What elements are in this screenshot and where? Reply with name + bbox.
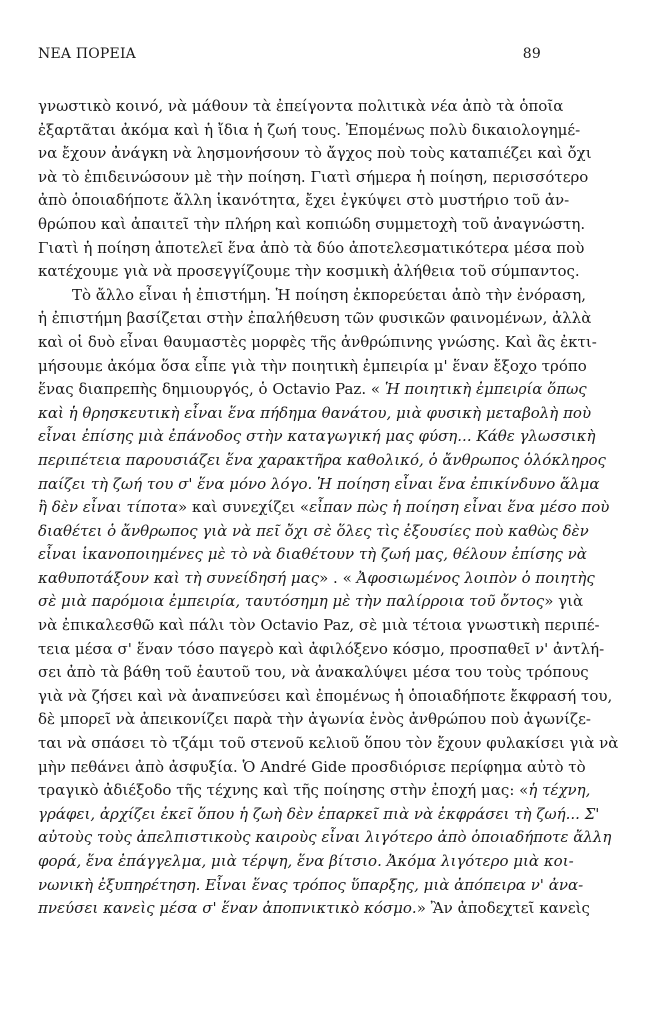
- quoted-text: διαθέτει ὁ ἄνθρωπος γιὰ νὰ πεῖ ὄχι σὲ ὅλες τὶς ἐξουσίες ποὺ καθὼς δὲν: [38, 521, 589, 540]
- text-line: [38, 803, 600, 827]
- quoted-text: εἶναι ἱκανοποιημένες μὲ τὸ νὰ διαθέτουν τὴ ζωή μας, θέλουν ἐπίσης νὰ: [38, 545, 587, 564]
- quoted-text: καθυποτάξουν καὶ τὴ συνείδησή μας: [38, 568, 320, 587]
- text-line: [38, 850, 574, 874]
- text-line: [38, 237, 585, 261]
- text-line: [38, 189, 570, 213]
- text-line: [38, 638, 605, 662]
- text-line: [38, 95, 564, 119]
- text-run: » Ἂν ἀποδεχτεῖ κανεὶς: [416, 899, 590, 918]
- quoted-text: καὶ ἡ θρησκευτικὴ εἶναι ἕνα πήδημα θανάτου, μιὰ φυσικὴ μεταβολὴ ποὺ: [38, 403, 592, 422]
- text-line: [38, 708, 591, 732]
- quoted-text: αὐτοὺς τοὺς ἀπελπιστικοὺς καιροὺς εἶναι λιγότερο ἀπὸ ὁποιαδήποτε ἄλλη: [38, 828, 612, 847]
- text-line: [38, 331, 597, 355]
- text-run: ἀπὸ ὁποιαδήποτε ἄλλη ἱκανότητα, ἔχει ἐγκύψει στὸ μυστήριο τοῦ ἀν-: [38, 191, 570, 210]
- text-line: [38, 260, 580, 284]
- text-line: [38, 779, 591, 803]
- text-line: [38, 213, 586, 237]
- quoted-text: παίζει τὴ ζωή του σ' ἕνα μόνο λόγο. Ἡ ποίηση εἶναι ἕνα ἐπικίνδυνο ἅλμα: [38, 474, 600, 493]
- text-line: [38, 614, 600, 638]
- text-line: [38, 425, 596, 449]
- text-run: μὴν πεθάνει ἀπὸ ἀσφυξία. Ὁ André Gide προσδιόρισε περίφημα αὐτὸ τὸ: [38, 757, 586, 776]
- text-line: [38, 732, 619, 756]
- quoted-text: περιπέτεια παρουσιάζει ἕνα χαρακτῆρα καθολικό, ὁ ἄνθρωπος ὁλόκληρος: [38, 450, 606, 469]
- text-run: » γιὰ: [544, 592, 584, 611]
- text-run: δὲ μπορεῖ νὰ ἀπεικονίζει παρὰ τὴν ἀγωνία ἑνὸς ἀνθρώπου ποὺ ἀγωνίζε-: [38, 710, 591, 729]
- text-line: [38, 520, 589, 544]
- text-line: [38, 473, 600, 497]
- text-line: [38, 897, 590, 921]
- quoted-text: πνεύσει κανεὶς μέσα σ' ἕναν ἀποπνικτικὸ κόσμο.: [38, 899, 417, 918]
- text-run: καὶ οἱ δυὸ εἶναι θαυμαστὲς μορφὲς τῆς ἀνθρώπινης γνώσης. Καὶ ἂς ἐκτι-: [38, 332, 597, 351]
- text-line: [38, 496, 610, 520]
- quoted-text: Ἡ ποιητικὴ ἐμπειρία ὅπως: [384, 380, 587, 399]
- text-run: τραγικὸ ἀδιέξοδο τῆς τέχνης καὶ τῆς ποίησης στὴν ἐποχή μας: «: [38, 781, 529, 800]
- text-run: γιὰ νὰ ζήσει καὶ νὰ ἀναπνεύσει καὶ ἐπομένως ἡ ὁποιαδήποτε ἔκφρασή του,: [38, 686, 613, 705]
- text-run: μήσουμε ἀκόμα ὅσα εἶπε γιὰ τὴν ποιητικὴ ἐμπειρία μ' ἕναν ἔξοχο τρόπο: [38, 356, 587, 375]
- text-line: [38, 567, 595, 591]
- text-run: να ἔχουν ἀνάγκη νὰ λησμονήσουν τὸ ἄγχος ποὺ τοὺς καταπιέζει καὶ ὄχι: [38, 144, 592, 163]
- text-run: ται νὰ σπάσει τὸ τζάμι τοῦ στενοῦ κελιοῦ ὅπου τὸν ἔχουν φυλακίσει γιὰ νὰ: [38, 734, 619, 753]
- quoted-text: εἶπαν πὼς ἡ ποίηση εἶναι ἕνα μέσο ποὺ: [309, 498, 610, 517]
- quoted-text: σὲ μιὰ παρόμοια ἐμπειρία, ταυτόσημη μὲ τὴν παλίρροια τοῦ ὄντος: [38, 592, 545, 611]
- quoted-text: ἢ δὲν εἶναι τίποτα: [38, 498, 179, 517]
- text-run: θρώπου καὶ ἀπαιτεῖ τὴν πλήρη καὶ κοπιώδη συμμετοχὴ τοῦ ἀναγνώστη.: [38, 214, 586, 233]
- text-run: νὰ ἐπικαλεσθῶ καὶ πάλι τὸν Octavio Paz, σὲ μιὰ τέτοια γνωστικὴ περιπέ-: [38, 616, 600, 635]
- text-line: [38, 543, 587, 567]
- text-line: [38, 826, 612, 850]
- text-run: Γιατὶ ἡ ποίηση ἀποτελεῖ ἕνα ἀπὸ τὰ δύο ἀποτελεσματικότερα μέσα ποὺ: [38, 238, 585, 257]
- body-text: [38, 95, 619, 921]
- text-line: [38, 378, 587, 402]
- text-line: [38, 661, 589, 685]
- text-line: [38, 166, 589, 190]
- text-line: [38, 590, 584, 614]
- text-run: σει ἀπὸ τὰ βάθη τοῦ ἑαυτοῦ του, νὰ ἀνακαλύψει μέσα του τοὺς τρόπους: [38, 663, 589, 682]
- text-run: Τὸ ἄλλο εἶναι ἡ ἐπιστήμη. Ἡ ποίηση ἐκπορεύεται ἀπὸ τὴν ἐνόραση,: [72, 285, 587, 304]
- text-run: ἕνας διαπρεπὴς δημιουργός, ὁ Octavio Paz. «: [38, 380, 385, 399]
- text-line: [38, 449, 606, 473]
- text-run: ἐξαρτᾶται ἀκόμα καὶ ἡ ἴδια ἡ ζωή τους. Ἐπομένως πολὺ δικαιολογημέ-: [38, 120, 581, 139]
- text-run: κατέχουμε γιὰ νὰ προσεγγίζουμε τὴν κοσμικὴ ἀλήθεια τοῦ σύμπαντος.: [38, 262, 580, 281]
- text-line: [38, 307, 592, 331]
- text-run: νὰ τὸ ἐπιδεινώσουν μὲ τὴν ποίηση. Γιατὶ σήμερα ἡ ποίηση, περισσότερο: [38, 167, 589, 186]
- quoted-text: νωνικὴ ἐξυπηρέτηση. Εἶναι ἕνας τρόπος ὕπαρξης, μιὰ ἀπόπειρα ν' ἀνα-: [38, 875, 584, 894]
- quoted-text: γράφει, ἀρχίζει ἐκεῖ ὅπου ἡ ζωὴ δὲν ἐπαρκεῖ πιὰ νὰ ἐκφράσει τὴ ζωή... Σ': [38, 804, 600, 823]
- page-header: [38, 46, 541, 62]
- text-line: [38, 874, 584, 898]
- text-line: [38, 355, 587, 379]
- text-line: [38, 142, 592, 166]
- text-line: [38, 756, 586, 780]
- running-title: ΝΕΑ ΠΟΡΕΙΑ: [38, 46, 136, 62]
- text-run: » καὶ συνεχίζει «: [178, 498, 310, 517]
- text-line: [38, 685, 613, 709]
- quoted-text: Ἀφοσιωμένος λοιπὸν ὁ ποιητὴς: [356, 568, 595, 587]
- text-run: ἡ ἐπιστήμη βασίζεται στὴν ἐπαλήθευση τῶν φυσικῶν φαινομένων, ἀλλὰ: [38, 309, 592, 328]
- text-line: [38, 284, 587, 308]
- text-run: τεια μέσα σ' ἕναν τόσο παγερὸ καὶ ἀφιλόξενο κόσμο, προσπαθεῖ ν' ἀντλή-: [38, 639, 605, 658]
- quoted-text: ἡ τέχνη,: [528, 781, 591, 800]
- text-line: [38, 402, 592, 426]
- text-line: [38, 119, 581, 143]
- text-run: γνωστικὸ κοινό, νὰ μάθουν τὰ ἐπείγοντα πολιτικὰ νέα ἀπὸ τὰ ὁποῖα: [38, 97, 564, 115]
- quoted-text: εἶναι ἐπίσης μιὰ ἐπάνοδος στὴν καταγωγική μας φύση... Κάθε γλωσσικὴ: [38, 427, 596, 446]
- page-number: 89: [522, 46, 541, 62]
- quoted-text: φορά, ἕνα ἐπάγγελμα, μιὰ τέρψη, ἕνα βίτσιο. Ἀκόμα λιγότερο μιὰ κοι-: [38, 852, 574, 870]
- text-run: » . «: [319, 568, 357, 587]
